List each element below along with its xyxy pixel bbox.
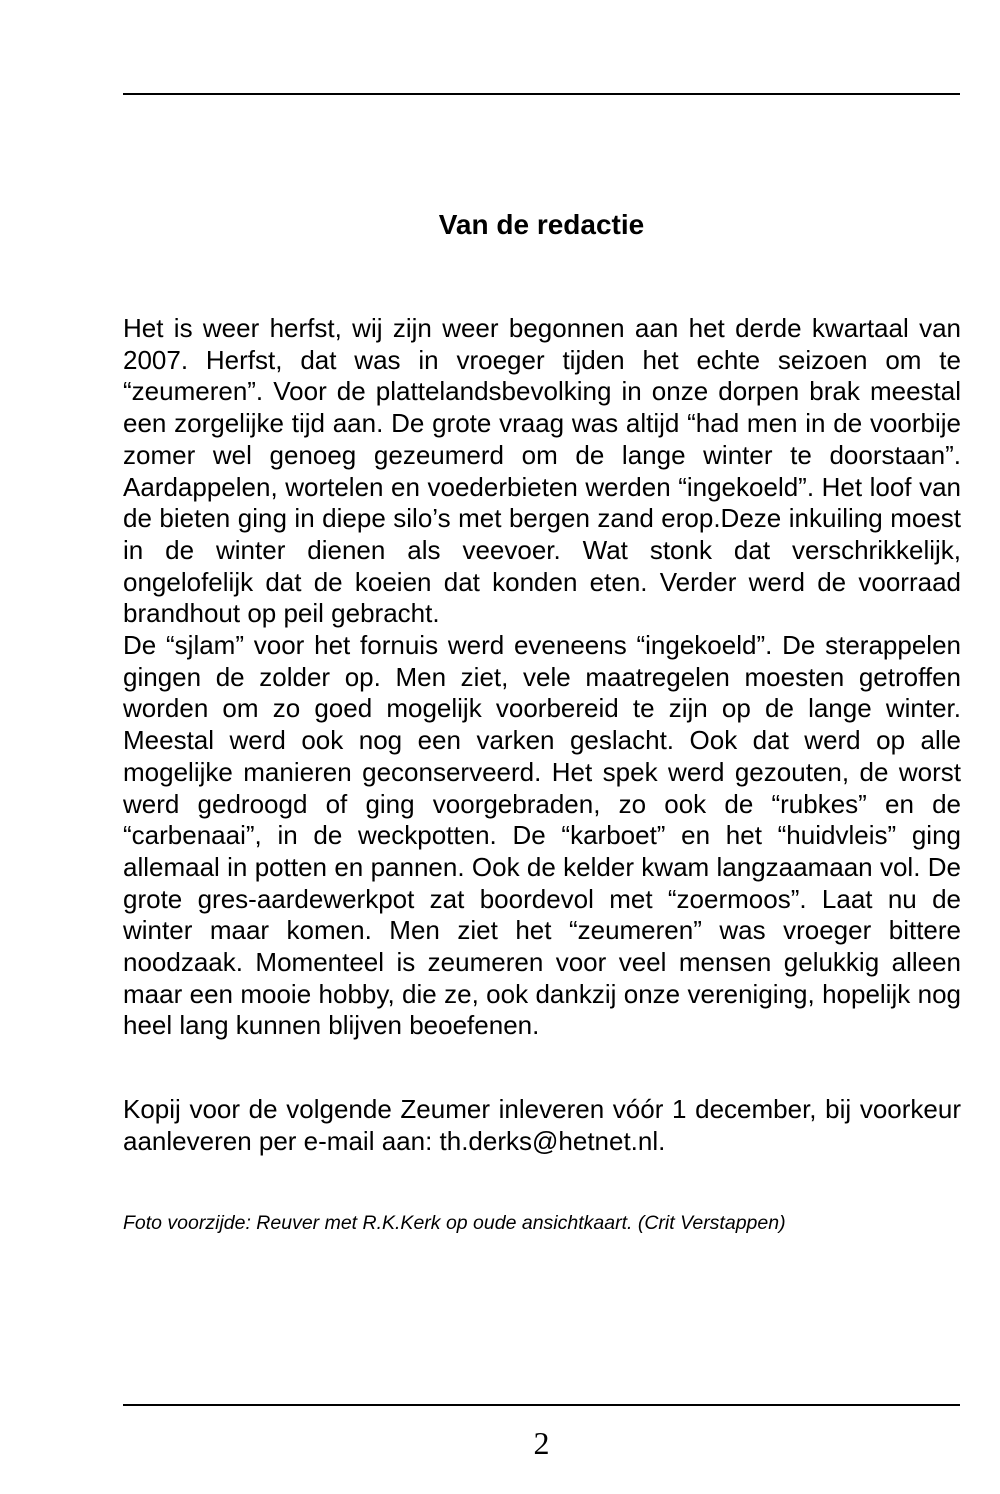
top-rule: [123, 93, 960, 95]
page-title: Van de redactie: [438, 209, 645, 240]
article-paragraph-2: De “sjlam” voor het fornuis werd eveneens “ingekoeld”. De sterappelen gingen de zolder op. Men ziet, vele maatregelen moesten getroffen worden om zo goed mogelijk voorbereid te zijn op de lange winter. Meestal werd ook nog een varken geslacht. Ook dat werd op alle mogelijke manieren geconserveerd. Het spek werd gezouten, de worst werd gedroogd of ging voorgebraden, zo ook de “rubkes” en de “carbenaai”, in de weckpotten. De “karboet” en het “huidvleis” ging allemaal in potten en pannen. Ook de kelder kwam langzaamaan vol. De grote gres-aardewerkpot zat boordevol met “zoermoos”. Laat nu de winter maar komen. Men ziet het “zeumeren” was vroeger bittere noodzaak. Momenteel is zeumeren voor veel mensen gelukkig alleen maar een mooie hobby, die ze, ook dankzij onze vereniging, hopelijk nog heel lang kunnen blijven beoefenen.: [123, 630, 961, 1041]
page-number: 2: [533, 1425, 550, 1461]
submission-notice: [123, 1094, 961, 1157]
cover-photo-caption: Foto voorzijde: Reuver met R.K.Kerk op oude ansichtkaart. (Crit Verstappen): [123, 1212, 786, 1234]
article-paragraph-1: Het is weer herfst, wij zijn weer begonnen aan het derde kwartaal van 2007. Herfst, dat was in vroeger tijden het echte seizoen om te “zeumeren”. Voor de plattelandsbevolking in onze dorpen brak meestal een zorgelijke tijd aan. De grote vraag was altijd “had men in de voorbije zomer wel genoeg gezeumerd om de lange winter te doorstaan”. Aardappelen, wortelen en voederbieten werden “ingekoeld”. Het loof van de bieten ging in diepe silo’s met bergen zand erop.Deze inkuiling moest in de winter dienen als veevoer. Wat stonk dat verschrikkelijk, ongelofelijk dat de koeien dat konden eten. Verder werd de voorraad brandhout op peil gebracht.: [123, 313, 961, 629]
submission-notice-text: Kopij voor de volgende Zeumer inleveren vóór 1 december, bij voorkeur aanleveren per e-mail aan: th.derks@hetnet.nl.: [123, 1094, 961, 1156]
article-body: [123, 313, 961, 1042]
bottom-rule: [123, 1404, 960, 1406]
